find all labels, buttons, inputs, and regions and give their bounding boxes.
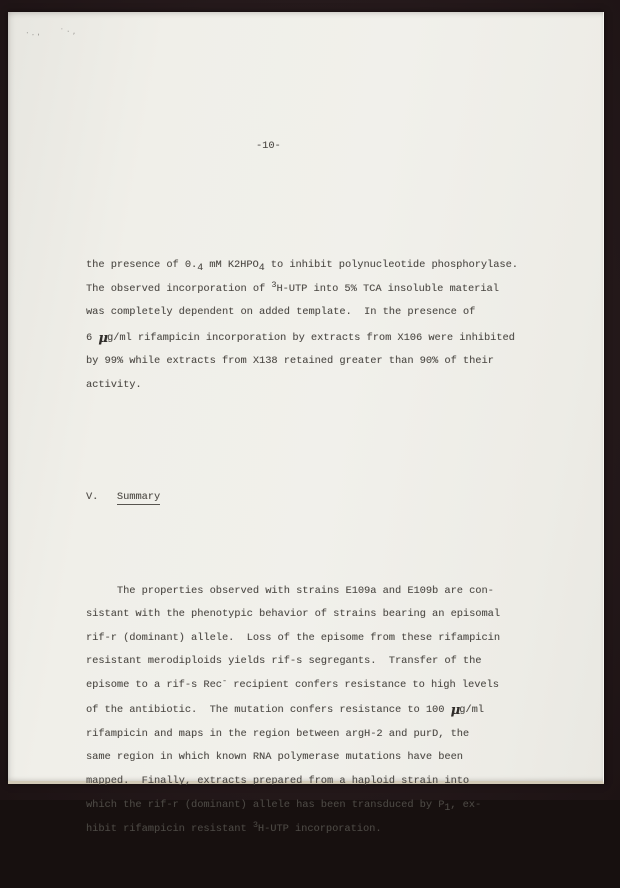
typewritten-text-block (86, 88, 566, 888)
text-line: same region in which known RNA polymerase mutations have been (86, 751, 463, 763)
text-line: V. Summary (86, 490, 161, 503)
document-page (8, 12, 604, 835)
text-line: of the antibiotic. The mutation confers resistance to 100 μg/ml (86, 703, 484, 718)
text-line: The properties observed with strains E109a and E109b are con- (86, 584, 494, 597)
text-line: resistant merodiploids yields rif-s segregants. Transfer of the (86, 655, 482, 667)
text-line: the presence of 0.4 mM K2HPO4 to inhibit polynucleotide phosphorylase. (86, 259, 518, 273)
text-line: rifampicin and maps in the region between argH-2 and purD, the (86, 727, 470, 740)
text-line: episome to a rif-s Rec- recipient confers resistance to high levels (86, 675, 499, 691)
page-number: -10- (256, 140, 281, 152)
pencil-annotation: ˙·, (59, 26, 79, 37)
paragraph-continuation (86, 253, 566, 397)
text-line: rif-r (dominant) allele. Loss of the episome from these rifampicin (86, 631, 501, 644)
paragraph-summary (86, 580, 566, 842)
text-line: mapped. Finally, extracts prepared from a haploid strain into (86, 774, 470, 787)
text-line: 6 μg/ml rifampicin incorporation by extracts from X106 were inhibited (86, 330, 515, 346)
section-heading-summary (86, 486, 566, 510)
text-line: which the rif-r (dominant) allele has been transduced by P1, ex- (86, 799, 482, 813)
text-line: was completely dependent on added template. In the presence of (86, 306, 476, 318)
text-line: sistant with the phenotypic behavior of strains bearing an episomal (86, 608, 501, 620)
text-line: by 99% while extracts from X138 retained greater than 90% of their (86, 355, 494, 367)
text-line: activity. (86, 378, 142, 391)
text-line: hibit rifampicin resistant $^3$H-UTP incorporation. (86, 819, 382, 835)
text-line: The observed incorporation of $^3$H-UTP into 5% TCA insoluble material (86, 279, 499, 295)
pencil-annotation: ·.‚ (25, 27, 43, 38)
